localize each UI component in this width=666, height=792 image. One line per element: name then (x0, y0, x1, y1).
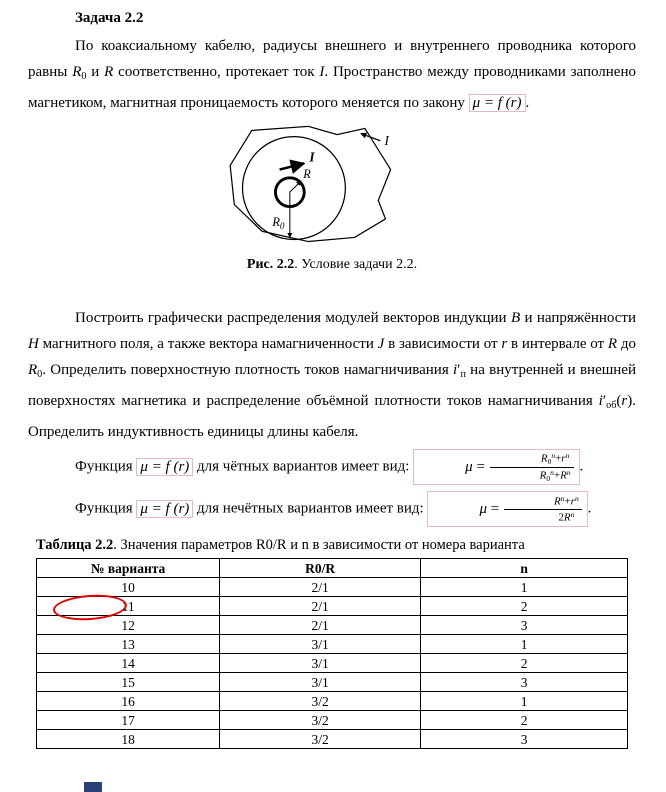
cell-ratio: 3/2 (220, 730, 421, 749)
table-header-row (37, 559, 628, 578)
paragraph-problem-statement: По коаксиальному кабелю, радиусы внешнего и внутреннего проводника которого равны $R_0$ и R соответственно, протекает ток I. Пространство между проводниками заполнено магнетиком, магнитная проницаемость которого меняется по закону μ = f (r) . (28, 38, 636, 112)
formula-odd-prefix: Функция μ = f (r) для нечётных вариантов имеет вид: (75, 500, 428, 517)
cell-ratio: 2/1 (220, 578, 421, 597)
col-header-variant-number: № варианта (37, 559, 220, 578)
cell-variant: 15 (37, 673, 220, 692)
fraction-numerator: $R^n+r^n$ (553, 493, 579, 508)
table-row (37, 597, 628, 616)
col-header-n: n (421, 559, 628, 578)
coaxial-cable-diagram (224, 124, 440, 248)
figure-caption-number: Рис. 2.2 (246, 257, 295, 273)
fraction-denominator: $2R^n$ (504, 509, 582, 524)
formula-odd-fraction (504, 495, 582, 525)
cell-ratio: 3/2 (220, 711, 421, 730)
figure-coaxial-cable (28, 124, 636, 253)
cell-n: 1 (421, 635, 628, 654)
inner-current-label: I (309, 149, 315, 165)
formula-odd-lhs: μ = (479, 501, 503, 518)
cell-n: 1 (421, 578, 628, 597)
figure-caption (28, 255, 636, 275)
cell-variant: 17 (37, 711, 220, 730)
fraction-numerator: $R_0^n+r^n$ (540, 451, 570, 467)
cell-n: 1 (421, 692, 628, 711)
formula-odd-period: . (587, 500, 592, 517)
cell-n: 2 (421, 597, 628, 616)
cell-variant: 10 (37, 578, 220, 597)
cell-variant: 18 (37, 730, 220, 749)
cell-variant: 14 (37, 654, 220, 673)
cell-n: 2 (421, 654, 628, 673)
inner-radius-arrow (290, 181, 301, 192)
bottom-blue-mark (84, 782, 102, 792)
table-caption-text: . Значения параметров R0/R и n в зависимости от номера варианта (113, 537, 525, 554)
paragraph-tasks: Построить графически распределения модулей векторов индукции B и напряжённости H магнитного поля, а также вектора намагниченности J в зависимости от r в интервале от R до $R_0$. Определить поверхностную плотность токов намагничивания $i'_п$ на внутренней и внешней поверхностях магнетика и распределение объёмной плотности токов намагничивания $i'_{об}(r)$. Определить индуктивность единицы длины кабеля. (28, 310, 636, 441)
formula-even-prefix: Функция μ = f (r) для чётных вариантов имеет вид: (75, 458, 414, 475)
outer-radius-label: $R_0$ (272, 215, 285, 233)
figure-caption-text: . Условие задачи 2.2. (294, 257, 418, 273)
cell-n: 3 (421, 616, 628, 635)
formula-even-equation (413, 449, 579, 485)
formula-even-period: . (579, 458, 584, 475)
table-row (37, 578, 628, 597)
cell-ratio: 3/1 (220, 673, 421, 692)
table-row (37, 673, 628, 692)
cell-ratio: 2/1 (220, 597, 421, 616)
task-title: Задача 2.2 (75, 10, 144, 26)
cell-ratio: 3/2 (220, 692, 421, 711)
fraction-denominator: $R_0^n+R^n$ (490, 467, 574, 483)
cell-variant: 16 (37, 692, 220, 711)
cell-variant: 13 (37, 635, 220, 654)
table-row (37, 654, 628, 673)
inner-current-arrow (280, 163, 305, 169)
formula-even-variants (28, 449, 636, 485)
outer-current-arrow (361, 134, 381, 141)
table-row (37, 711, 628, 730)
cell-variant: 12 (37, 616, 220, 635)
table-row (37, 692, 628, 711)
formula-even-lhs: μ = (465, 459, 489, 476)
cell-variant-annotated (37, 597, 220, 616)
formula-even-fraction (490, 452, 574, 483)
cell-variant-value: 11 (121, 598, 135, 614)
cell-n: 2 (421, 711, 628, 730)
col-header-r0-over-r: R0/R (220, 559, 421, 578)
formula-odd-equation (427, 491, 587, 527)
table-caption-number: Таблица 2.2 (36, 537, 114, 554)
formula-odd-variants (28, 491, 636, 527)
cell-ratio: 3/1 (220, 654, 421, 673)
inner-radius-label: R (303, 166, 311, 181)
table-row (37, 730, 628, 749)
table-row (37, 635, 628, 654)
cell-n: 3 (421, 673, 628, 692)
table-caption (36, 537, 636, 554)
table-row (37, 616, 628, 635)
cell-n: 3 (421, 730, 628, 749)
cell-ratio: 2/1 (220, 616, 421, 635)
variants-table (36, 558, 628, 749)
outer-current-label: I (384, 132, 389, 148)
outer-conductor-outline (230, 126, 390, 241)
cell-ratio: 3/1 (220, 635, 421, 654)
